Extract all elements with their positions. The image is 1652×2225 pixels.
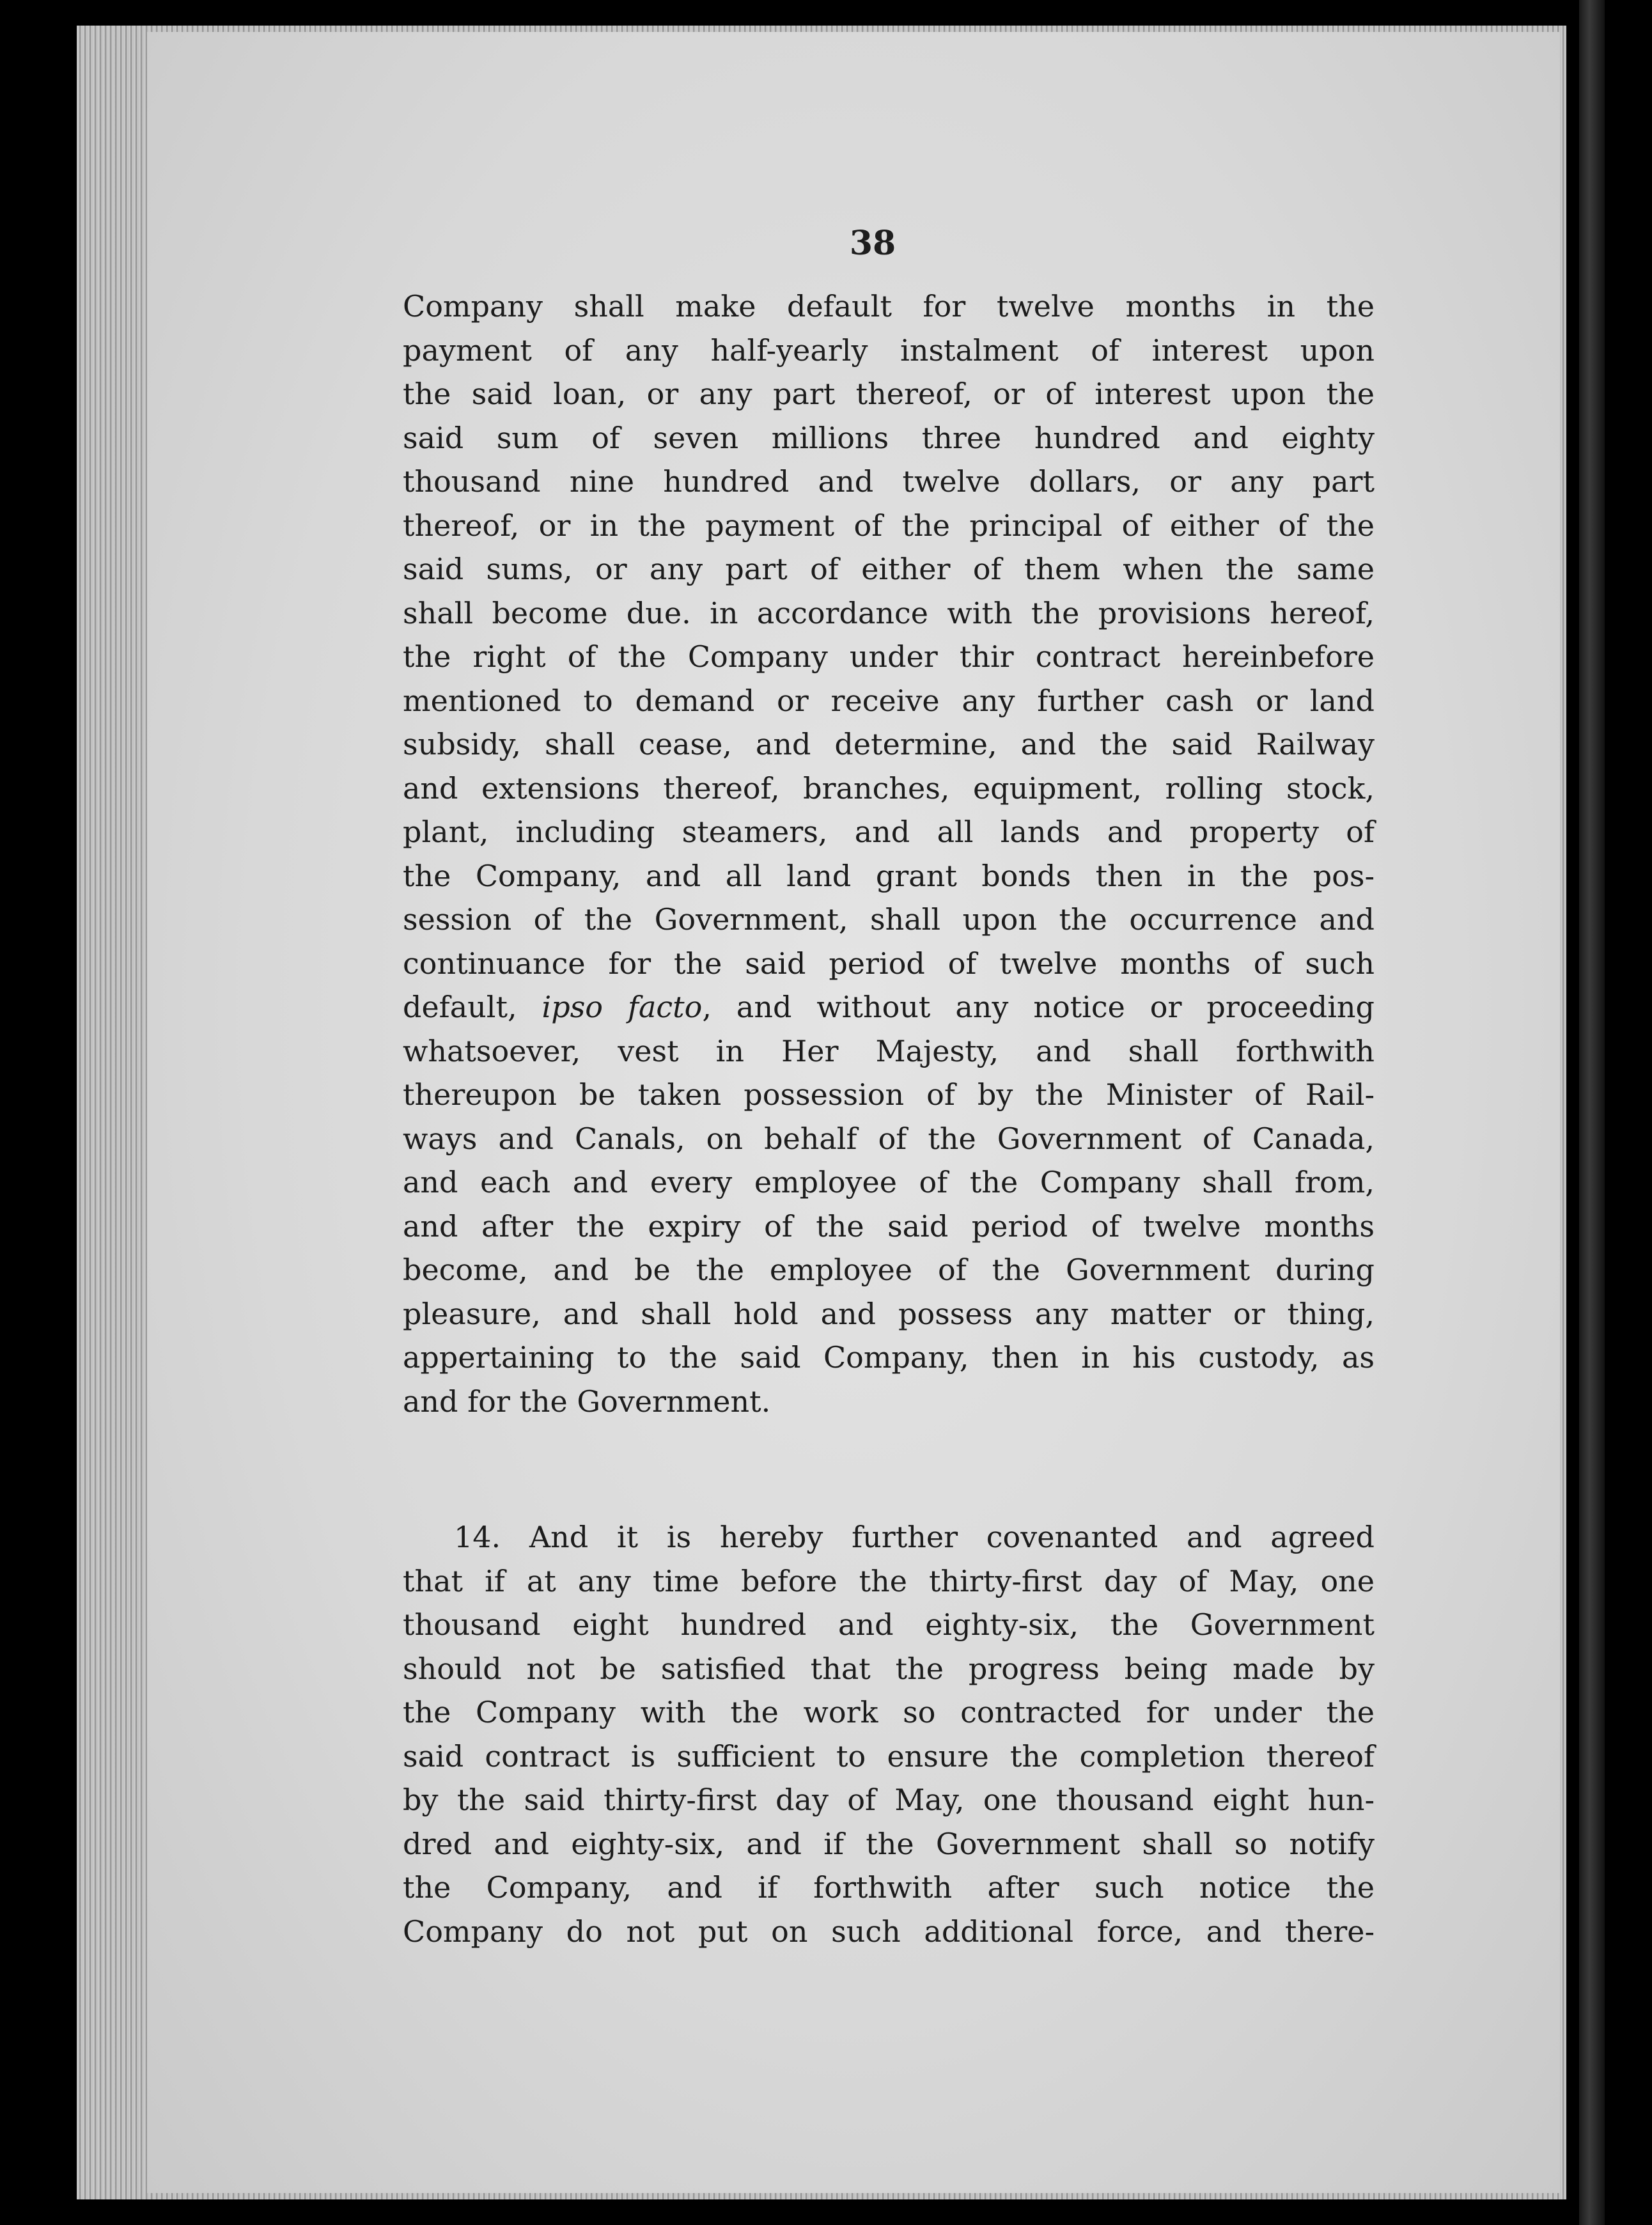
paragraph-1 xyxy=(403,285,1375,1423)
text-line: become, and be the employee of the Government during xyxy=(403,1253,1375,1287)
text-line: said sums, or any part of either of them when the same xyxy=(403,552,1375,586)
text-line: Company shall make default for twelve months in the xyxy=(403,289,1375,324)
text-line: thousand eight hundred and eighty-six, the Government xyxy=(403,1607,1375,1642)
text-line: that if at any time before the thirty-first day of May, one xyxy=(403,1563,1375,1598)
text-line: payment of any half-yearly instalment of interest upon xyxy=(403,332,1375,368)
text-line: whatsoever, vest in Her Majesty, and shall forthwith xyxy=(403,1033,1375,1068)
italic-phrase: ipso facto xyxy=(542,990,703,1024)
text-line: session of the Government, shall upon the occurrence and xyxy=(403,902,1375,937)
text-line: subsidy, shall cease, and determine, and the said Railway xyxy=(403,727,1375,761)
text-line: and after the expiry of the said period of twelve months xyxy=(403,1208,1375,1244)
text-line: 14. And it is hereby further covenanted and agreed xyxy=(454,1520,1375,1554)
text-line: thereof, or in the payment of the principal of either of the xyxy=(403,508,1375,543)
text-line: the Company with the work so contracted for under the xyxy=(403,1695,1375,1729)
text-line: and for the Government. xyxy=(403,1384,771,1419)
text-line: by the said thirty-first day of May, one thousand eight hun- xyxy=(403,1783,1375,1817)
text-line: and extensions thereof, branches, equipment, rolling stock, xyxy=(403,770,1375,806)
text-line: mentioned to demand or receive any further cash or land xyxy=(403,683,1375,718)
text-line: ways and Canals, on behalf of the Government of Canada, xyxy=(403,1121,1375,1156)
text-line-mixed xyxy=(403,985,1375,1029)
text-line: the said loan, or any part thereof, or of interest upon the xyxy=(403,377,1375,411)
text-line: dred and eighty-six, and if the Government shall so notify xyxy=(403,1826,1375,1861)
text-line: continuance for the said period of twelve months of such xyxy=(403,946,1375,981)
text-fragment: default, xyxy=(403,990,517,1024)
text-line: said sum of seven millions three hundred and eighty xyxy=(403,420,1375,455)
adjacent-page-edge xyxy=(1579,0,1605,2225)
text-line: pleasure, and shall hold and possess any matter or thing, xyxy=(403,1296,1375,1331)
text-line: should not be satisfied that the progress being made by xyxy=(403,1651,1375,1686)
text-line: Company do not put on such additional force, and there- xyxy=(403,1914,1375,1949)
text-line: thereupon be taken possession of by the Minister of Rail- xyxy=(403,1077,1375,1112)
text-line: said contract is sufficient to ensure the completion thereof xyxy=(403,1738,1375,1774)
text-line: shall become due. in accordance with the provisions hereof, xyxy=(403,595,1375,630)
text-fragment: , and without any notice or proceeding xyxy=(702,990,1375,1024)
text-line: the right of the Company under thir contract hereinbefore xyxy=(403,639,1375,674)
text-line: thousand nine hundred and twelve dollars, or any part xyxy=(403,464,1375,499)
paragraph-2 xyxy=(403,1515,1375,1953)
text-line: appertaining to the said Company, then in his custody, as xyxy=(403,1340,1375,1375)
text-line: the Company, and all land grant bonds then in the pos- xyxy=(403,858,1375,893)
text-line: plant, including steamers, and all lands and property of xyxy=(403,815,1375,849)
page-number: 38 xyxy=(849,224,896,263)
text-line: the Company, and if forthwith after such notice the xyxy=(403,1870,1375,1905)
text-line: and each and every employee of the Company shall from, xyxy=(403,1165,1375,1199)
